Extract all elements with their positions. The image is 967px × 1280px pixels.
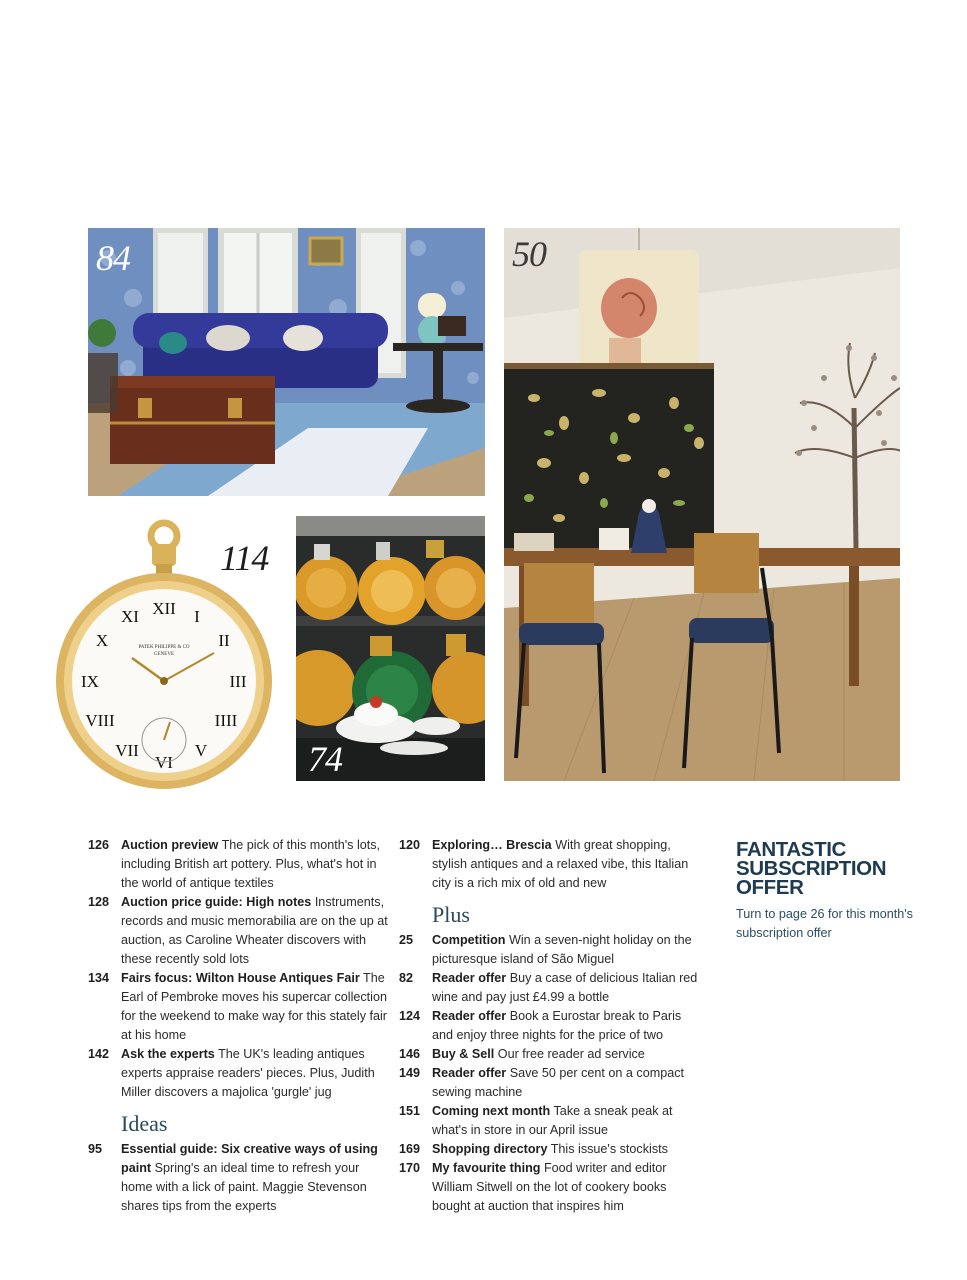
entry-page-number: 95 — [88, 1142, 103, 1156]
entry-text: Book a Eurostar break to Paris and enjoy three nights for the price of two — [432, 1009, 682, 1042]
contents-entry[interactable] — [399, 1064, 699, 1102]
svg-text:VIII: VIII — [85, 711, 115, 730]
svg-text:III: III — [229, 672, 247, 691]
contents-entry[interactable] — [399, 1140, 699, 1159]
entry-page-number: 149 — [399, 1066, 421, 1080]
contents-entry[interactable] — [399, 1102, 699, 1140]
entry-title: Shopping directory — [432, 1142, 548, 1156]
entry-title: Auction price guide: High notes — [121, 895, 312, 909]
entry-text: Save 50 per cent on a compact sewing machine — [432, 1066, 685, 1099]
entry-page-number: 134 — [88, 971, 110, 985]
ceramics-photo[interactable] — [296, 516, 485, 781]
page-number-74: 74 — [308, 739, 342, 779]
offer-title — [736, 840, 926, 897]
entry-title: Coming next month — [432, 1104, 551, 1118]
entry-title: Reader offer — [432, 1066, 507, 1080]
dining-room-illustration — [504, 228, 900, 781]
entry-page-number: 169 — [399, 1142, 421, 1156]
entry-page-number: 25 — [399, 933, 414, 947]
page-number-50: 50 — [512, 234, 546, 274]
entry-text: Spring's an ideal time to refresh your home with a lick of paint. Maggie Stevenson shares tips from the experts — [121, 1161, 367, 1213]
svg-text:II: II — [218, 631, 230, 650]
section-heading-ideas: Ideas — [121, 1111, 168, 1136]
entry-text: With great shopping, stylish antiques and a relaxed vibe, this Italian city is a rich mix of old and new — [432, 838, 689, 890]
section-heading-plus: Plus — [432, 902, 470, 927]
entry-text: Instruments, records and music memorabilia are on the up at auction, as Caroline Wheater discovers with these recently sold lots — [121, 895, 388, 966]
entry-text: Food writer and editor William Sitwell on the lot of cookery books bought at auction that inspires him — [432, 1161, 667, 1213]
entry-page-number: 124 — [399, 1009, 421, 1023]
svg-text:V: V — [194, 741, 208, 760]
dining-room-photo[interactable] — [504, 228, 900, 781]
svg-text:XI: XI — [121, 607, 139, 626]
entry-title: Auction preview — [121, 838, 219, 852]
contents-entry[interactable] — [399, 1007, 699, 1045]
entry-page-number: 170 — [399, 1161, 421, 1175]
page-number-114: 114 — [220, 538, 269, 578]
svg-text:GENEVE: GENEVE — [154, 652, 174, 657]
contents-entry[interactable] — [88, 969, 388, 1045]
contents-entry[interactable] — [399, 969, 699, 1007]
entry-page-number: 128 — [88, 895, 110, 909]
entry-page-number: 151 — [399, 1104, 421, 1118]
entry-title: Fairs focus: Wilton House Antiques Fair — [121, 971, 360, 985]
contents-entry[interactable] — [399, 836, 699, 893]
contents-column-2 — [399, 836, 699, 1216]
contents-column-1 — [88, 836, 388, 1216]
living-room-illustration — [88, 228, 485, 496]
entry-page-number: 142 — [88, 1047, 110, 1061]
entry-text: Win a seven-night holiday on the picturesque island of São Miguel — [432, 933, 692, 966]
contents-entry[interactable] — [88, 836, 388, 893]
svg-text:PATEK PHILIPPE & CO: PATEK PHILIPPE & CO — [138, 645, 190, 650]
entry-title: Buy & Sell — [432, 1047, 495, 1061]
contents-entry[interactable] — [399, 1159, 699, 1216]
pocket-watch-photo[interactable] — [52, 518, 284, 800]
entry-text: Take a sneak peak at what's in store in our April issue — [432, 1104, 673, 1137]
contents-entry[interactable] — [399, 1045, 699, 1064]
entry-title: Exploring… Brescia — [432, 838, 552, 852]
contents-entry[interactable] — [88, 1140, 388, 1216]
entry-title: Essential guide: Six creative ways of using paint — [121, 1142, 378, 1175]
contents-entry[interactable] — [88, 1045, 388, 1102]
svg-text:I: I — [194, 607, 200, 626]
offer-title-line: SUBSCRIPTION — [736, 857, 887, 880]
offer-title-line: FANTASTIC — [736, 838, 846, 861]
svg-text:VI: VI — [155, 753, 173, 772]
svg-text:X: X — [95, 631, 109, 650]
svg-text:IX: IX — [81, 672, 99, 691]
svg-text:VII: VII — [115, 741, 139, 760]
entry-title: Reader offer — [432, 1009, 507, 1023]
svg-text:XII: XII — [152, 599, 176, 618]
entry-title: Reader offer — [432, 971, 507, 985]
living-room-photo[interactable] — [88, 228, 485, 496]
entry-page-number: 126 — [88, 838, 110, 852]
entry-text: Buy a case of delicious Italian red wine and pay just £4.99 a bottle — [432, 971, 698, 1004]
entry-text: The Earl of Pembroke moves his supercar collection for the weekend to make way for this stately fair at his home — [121, 971, 387, 1042]
offer-text: Turn to page 26 for this month's subscription offer — [736, 907, 913, 940]
entry-text: Our free reader ad service — [497, 1047, 645, 1061]
entry-text: The UK's leading antiques experts appraise readers' pieces. Plus, Judith Miller discovers a majolica 'gurgle' jug — [121, 1047, 375, 1099]
page-number-84: 84 — [96, 238, 130, 278]
entry-page-number: 146 — [399, 1047, 421, 1061]
svg-text:IIII: IIII — [214, 711, 238, 730]
contents-entry[interactable] — [88, 893, 388, 969]
subscription-offer[interactable] — [736, 840, 926, 943]
entry-page-number: 82 — [399, 971, 414, 985]
contents-entry[interactable] — [399, 931, 699, 969]
entry-title: My favourite thing — [432, 1161, 541, 1175]
entry-title: Ask the experts — [121, 1047, 215, 1061]
offer-title-line: OFFER — [736, 876, 804, 899]
entry-page-number: 120 — [399, 838, 421, 852]
entry-text: The pick of this month's lots, including British art pottery. Plus, what's hot in the world of antique textiles — [121, 838, 381, 890]
entry-title: Competition — [432, 933, 506, 947]
entry-text: This issue's stockists — [550, 1142, 668, 1156]
